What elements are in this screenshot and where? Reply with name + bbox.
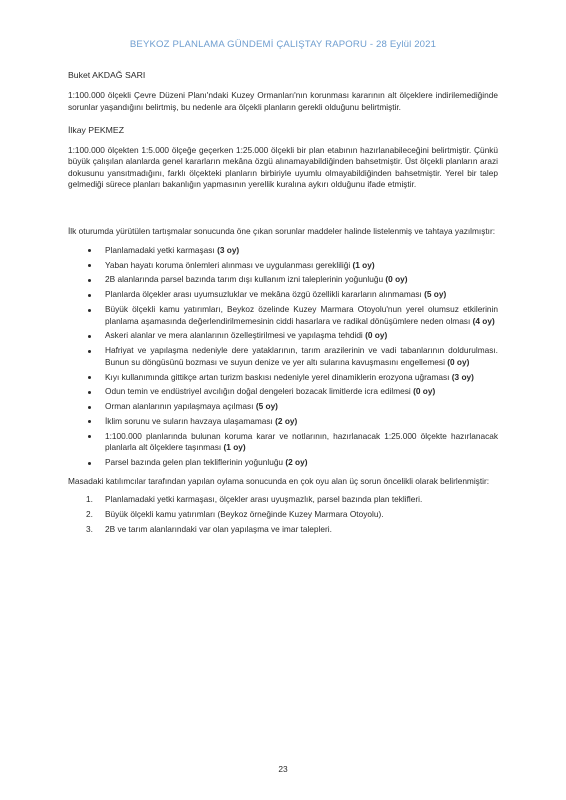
page-number: 23 (278, 764, 288, 774)
issue-text: Orman alanlarının yapılaşmaya açılması (105, 401, 254, 412)
issue-votes: (4 oy) (472, 315, 495, 326)
issue-votes: (0 oy) (413, 386, 436, 397)
bullet-icon (88, 264, 91, 267)
issue-item (68, 289, 498, 300)
priority-text: 2B ve tarım alanlarındaki var olan yapılaşma ve imar talepleri. (105, 523, 332, 534)
issue-text: Parsel bazında gelen plan tekliflerinin yoğunluğu (105, 457, 284, 468)
issue-text: Yaban hayatı koruma önlemleri alınması ve uygulanması gerekliliği (105, 259, 351, 270)
bullet-icon (88, 309, 91, 312)
priority-item (68, 509, 498, 520)
issue-item (68, 345, 498, 368)
issue-item (68, 304, 498, 327)
vote-summary: Masadaki katılımcılar tarafından yapılan oylama sonucunda en çok oyu alan üç sorun öncelikli olarak belirlenmiştir: (68, 475, 490, 486)
issues-intro: İlk oturumda yürütülen tartışmalar sonucunda öne çıkan sorunlar maddeler halinde listelenmiş ve tahtaya yazılmıştır: (68, 226, 496, 237)
bullet-icon (88, 294, 91, 297)
spacer (68, 202, 498, 226)
issue-item (68, 431, 498, 454)
issue-text: Odun temin ve endüstriyel avcılığın doğal dengeleri bozacak limitlerde icra edilmesi (105, 386, 411, 397)
bullet-icon (88, 376, 91, 379)
issue-item (68, 330, 498, 341)
issue-votes: (0 oy) (385, 274, 408, 285)
issue-item (68, 245, 498, 256)
bullet-icon (88, 420, 91, 423)
speaker-statement: 1:100.000 ölçekli Çevre Düzeni Planı'ndaki Kuzey Ormanları'nın korunması kararının alt ölçeklere indirilemediğinde sorunlar yaşandığını belirtmiş, bu nedenle ara ölçekli planların gerekli olduğunu belirtmiştir. (68, 90, 498, 112)
bullet-icon (88, 249, 91, 252)
bullet-icon (88, 391, 91, 394)
issue-text: 1:100.000 planlarında bulunan koruma karar ve notlarının, hazırlanacak 1:25.000 ölçekte hazırlanacak planlarla alt ölçeklere taşınması (105, 431, 498, 453)
priority-list (68, 494, 498, 535)
priority-number: 3. (86, 523, 93, 534)
issue-text: Planlarda ölçekler arası uyumsuzluklar ve mekâna özgü özellikli kararların alınmaması (105, 289, 422, 300)
issue-text: Büyük ölçekli kamu yatırımları, Beykoz özelinde Kuzey Marmara Otoyolu'nun yerel olumsuz etkilerinin planlama aşamasında değerlendirilmemesinin ciddi hasarlara ve radikal dönüşümlere neden olması (105, 304, 498, 326)
speaker-section (68, 125, 498, 190)
bullet-icon (88, 350, 91, 353)
issue-votes: (2 oy) (285, 457, 308, 468)
priority-item (68, 524, 498, 535)
bullet-icon (88, 406, 91, 409)
priority-item (68, 494, 498, 505)
issue-item (68, 401, 498, 412)
issue-votes: (2 oy) (275, 416, 298, 427)
issue-votes: (1 oy) (223, 442, 246, 453)
issue-text: Kıyı kullanımında gittikçe artan turizm baskısı nedeniyle yerel dinamiklerin erozyona uğraması (105, 371, 450, 382)
issue-votes: (3 oy) (217, 244, 240, 255)
speaker-name: Buket AKDAĞ SARI (68, 70, 146, 80)
issue-item (68, 386, 498, 397)
priority-text: Planlamadaki yetki karmaşası, ölçekler arası uyuşmazlık, parsel bazında plan teklifleri. (105, 493, 423, 504)
issue-votes: (3 oy) (451, 371, 474, 382)
speaker-statement: 1:100.000 ölçekten 1:5.000 ölçeğe geçerken 1:25.000 ölçekli bir plan etabının hazırlanabileceğini belirtmiştir. Çünkü büyük çalışılan alanlarda genel kararların mekâna özgü alınamayabildiğinden bahsetmiştir. Üst ölçekli planların arazi dokusunu yansıtmadığını, farklı ölçekteki planların birbiriyle uyumlu olmayabildiğinden bahsetmiştir. Yerel bir talep gelmediği sürece planları bakanlığın yapmasının yerellik kuralına aykırı olduğunu ifade etmiştir. (68, 145, 498, 190)
priority-number: 1. (86, 493, 93, 504)
bullet-icon (88, 335, 91, 338)
bullet-icon (88, 462, 91, 465)
page-content (68, 70, 498, 539)
priority-text: Büyük ölçekli kamu yatırımları (Beykoz örneğinde Kuzey Marmara Otoyolu). (105, 508, 384, 519)
speaker-section (68, 70, 498, 113)
issue-item (68, 457, 498, 468)
issues-list (68, 245, 498, 469)
issue-votes: (1 oy) (352, 259, 375, 270)
issue-votes: (0 oy) (447, 356, 470, 367)
issue-text: İklim sorunu ve suların havzaya ulaşamaması (105, 416, 273, 427)
issue-text: Hafriyat ve yapılaşma nedeniyle dere yataklarının, tarım arazilerinin ve vadi tabanlarının doldurulması. Bunun su döngüsünü bozması ve suyun denize ve yer altı sularına kavuşmasını engellemesi (105, 345, 498, 367)
speaker-name: İlkay PEKMEZ (68, 124, 124, 135)
issue-item (68, 416, 498, 427)
issue-votes: (5 oy) (424, 289, 447, 300)
issue-text: 2B alanlarında parsel bazında tarım dışı kullanım izni taleplerinin yoğunluğu (105, 274, 384, 285)
issue-votes: (5 oy) (255, 401, 278, 412)
issue-text: Askeri alanlar ve mera alanlarının özelleştirilmesi ve yapılaşma tehdidi (105, 330, 363, 341)
issue-item (68, 260, 498, 271)
priority-number: 2. (86, 508, 93, 519)
page-header: BEYKOZ PLANLAMA GÜNDEMİ ÇALIŞTAY RAPORU - 28 Eylül 2021 (129, 39, 437, 50)
issue-item (68, 274, 498, 285)
issue-item (68, 372, 498, 383)
issue-votes: (0 oy) (365, 330, 388, 341)
issue-text: Planlamadaki yetki karmaşası (105, 244, 215, 255)
bullet-icon (88, 279, 91, 282)
bullet-icon (88, 435, 91, 438)
